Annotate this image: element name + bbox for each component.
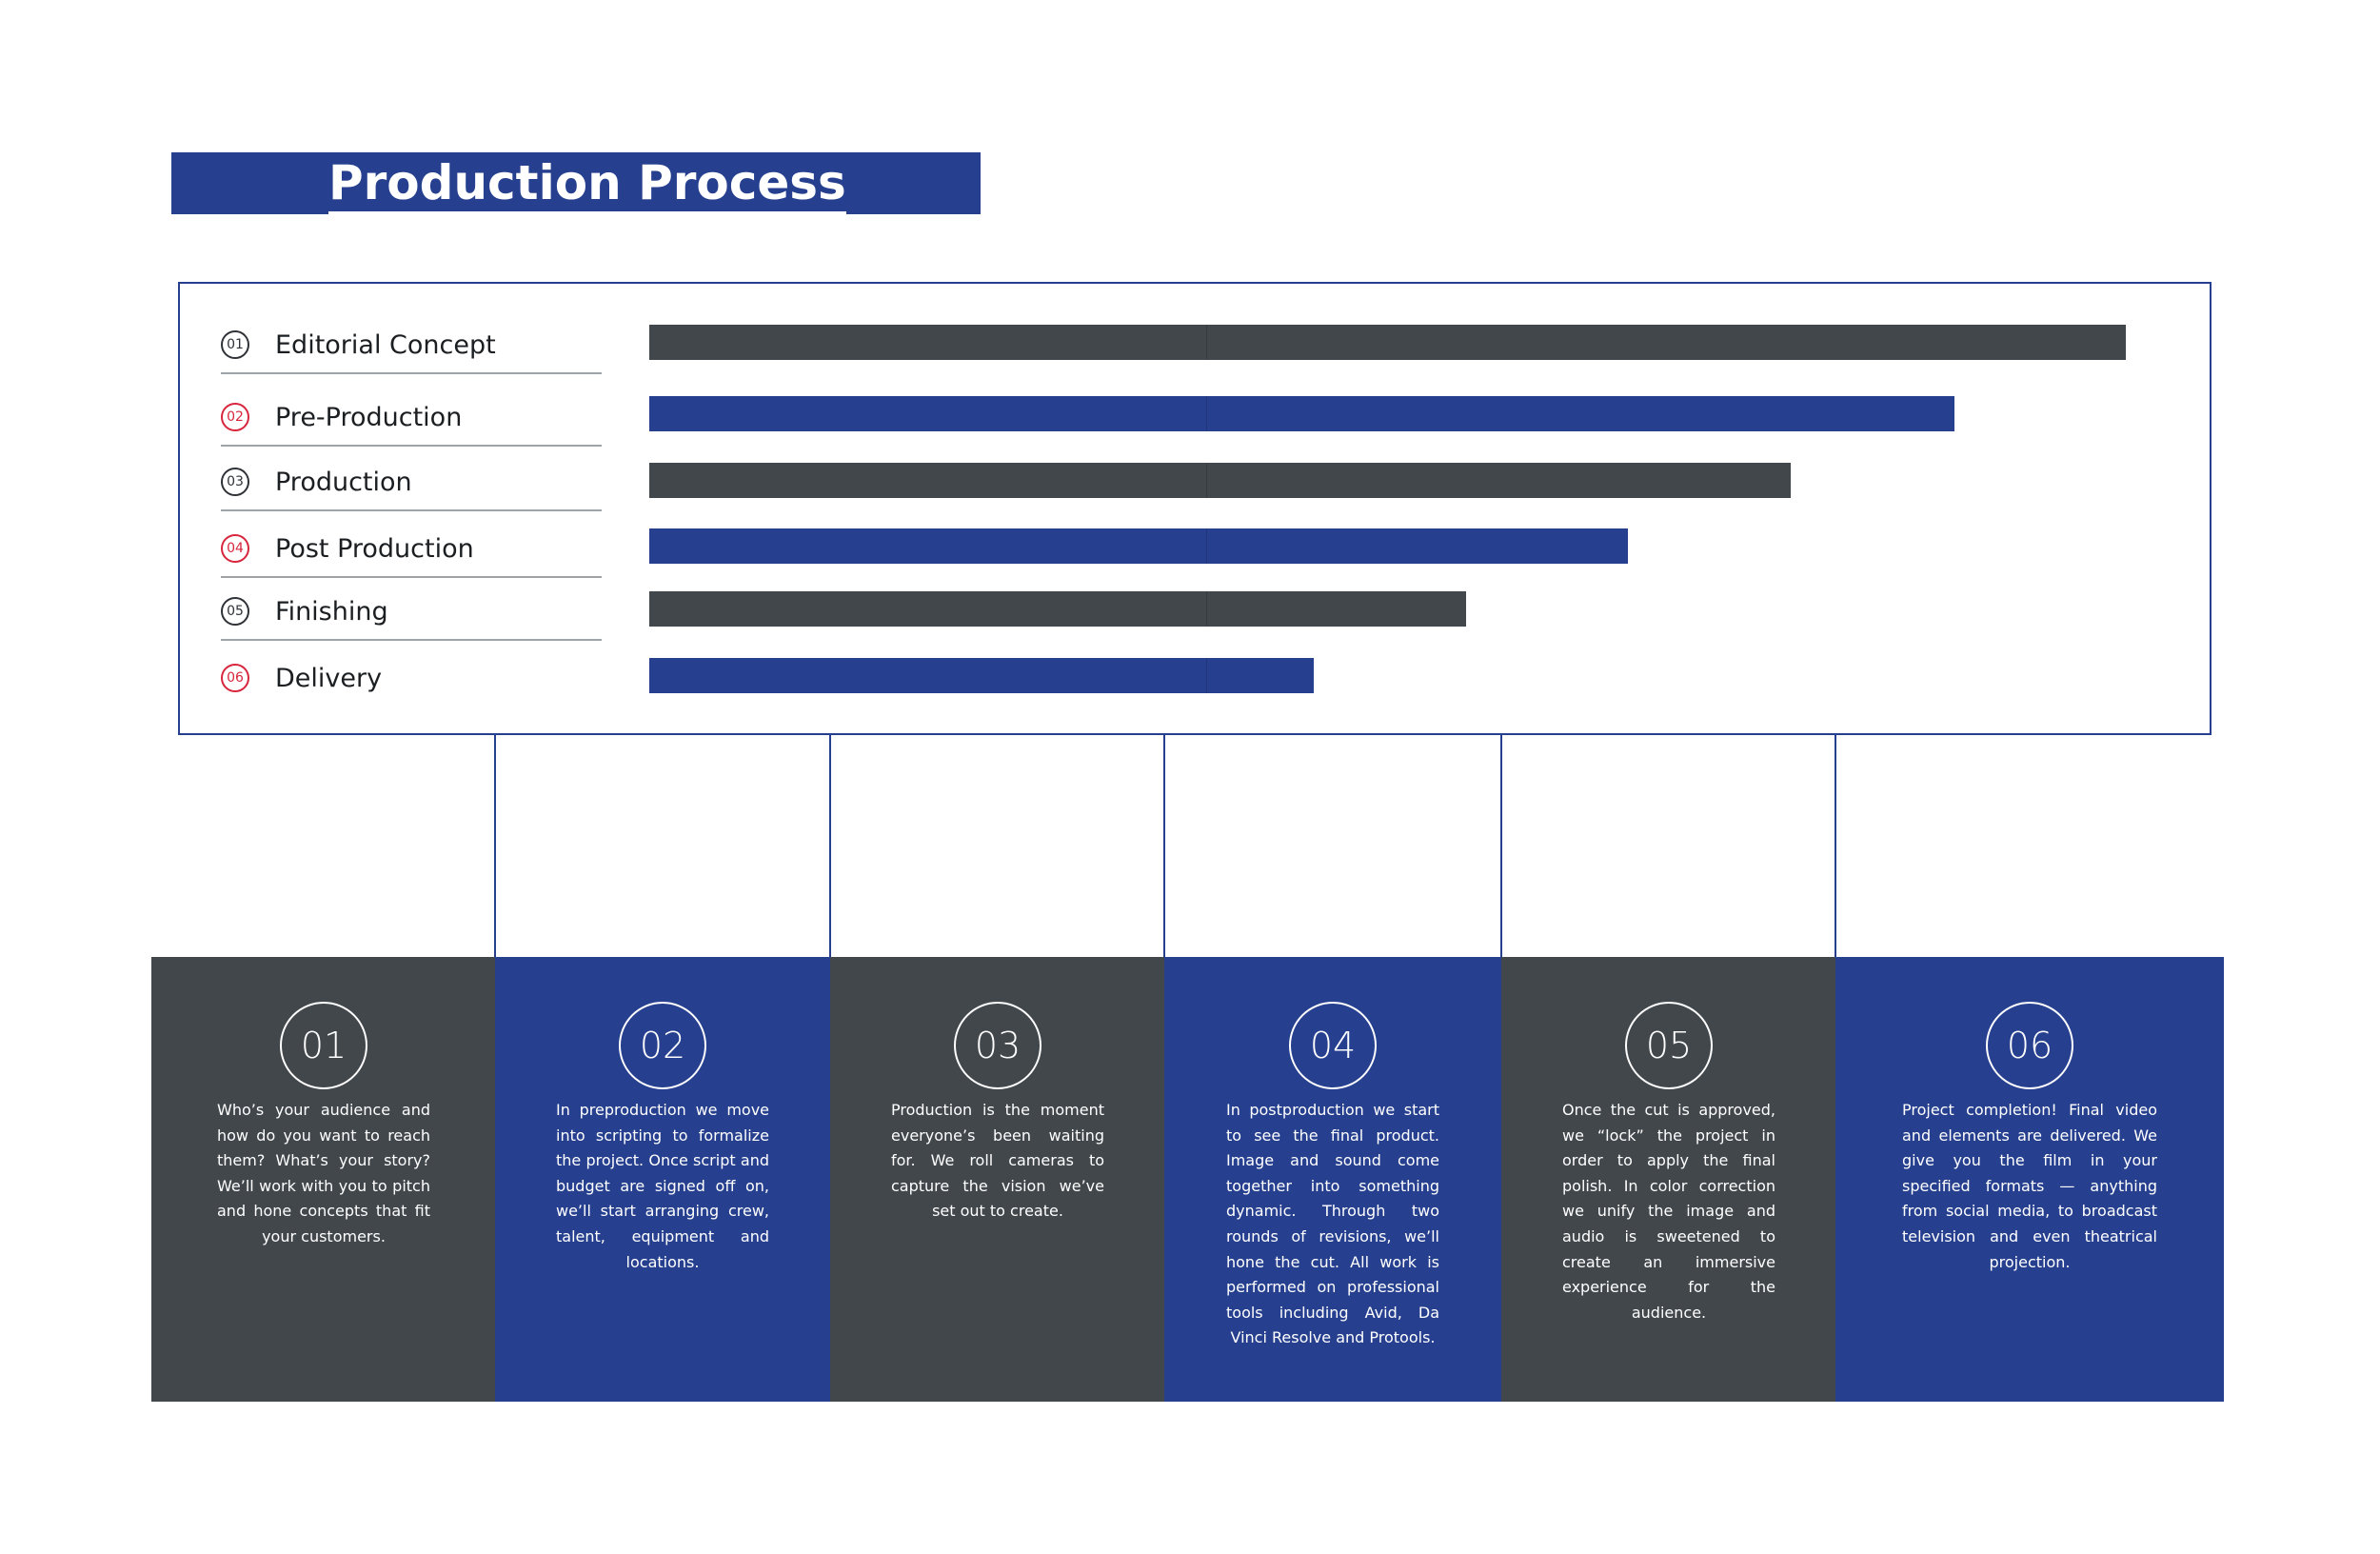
step-row: [221, 395, 602, 447]
step-panel-05: [1501, 957, 1835, 1402]
panel-description: In postproduction we start to see the final product. Image and sound come together into something dynamic. Through two rounds of revisions, we’ll hone the cut. All work is performed on professional tools including Avid, Da Vinci Resolve and Protools.: [1226, 1101, 1439, 1347]
bar-01: [649, 325, 2126, 360]
step-row: [221, 656, 602, 707]
panel-number-circle: 01: [280, 1002, 367, 1089]
step-row: [221, 460, 602, 511]
step-divider: [221, 372, 602, 374]
panel-number-circle: 06: [1986, 1002, 2073, 1089]
step-number-badge: 01: [221, 330, 249, 359]
bar-06: [649, 658, 1314, 693]
step-label: Editorial Concept: [275, 330, 496, 360]
bar-seam: [1206, 658, 1207, 693]
title-banner: [171, 152, 981, 214]
page-title: Production Process: [328, 154, 846, 214]
bar-05: [649, 591, 1466, 627]
step-divider: [221, 445, 602, 447]
step-number-badge: 06: [221, 664, 249, 692]
panel-description: Project completion! Final video and elements are delivered. We give you the film in your specified formats — anything from social media, to broadcast television and even theatrical projection.: [1902, 1101, 2157, 1271]
bar-seam: [1206, 463, 1207, 498]
step-panel-04: [1164, 957, 1501, 1402]
bar-seam: [1206, 528, 1207, 564]
step-label: Production: [275, 468, 412, 497]
step-label: Delivery: [275, 664, 383, 693]
step-panel-06: [1835, 957, 2224, 1402]
step-row: [221, 323, 602, 374]
step-divider: [221, 509, 602, 511]
step-divider: [221, 639, 602, 641]
step-number-badge: 03: [221, 468, 249, 496]
panel-description: In preproduction we move into scripting to formalize the project. Once script and budget are signed off on, we’ll start arranging crew, talent, equipment and locations.: [556, 1101, 769, 1271]
panel-number-circle: 04: [1289, 1002, 1377, 1089]
step-label: Pre-Production: [275, 403, 463, 432]
step-row: [221, 589, 602, 641]
step-panel-02: [495, 957, 830, 1402]
bar-seam: [1206, 396, 1207, 431]
step-panel-01: [151, 957, 495, 1402]
panel-description: Production is the moment everyone’s been waiting for. We roll cameras to capture the vision we’ve set out to create.: [891, 1101, 1104, 1221]
step-number-badge: 02: [221, 403, 249, 431]
step-number-badge: 05: [221, 597, 249, 626]
bar-02: [649, 396, 1954, 431]
panel-number-circle: 03: [954, 1002, 1041, 1089]
panel-description: Who’s your audience and how do you want to reach them? What’s your story? We’ll work with you to pitch and hone concepts that fit your customers.: [217, 1101, 430, 1245]
bar-seam: [1206, 591, 1207, 627]
step-number-badge: 04: [221, 534, 249, 563]
step-label: Finishing: [275, 597, 388, 627]
step-divider: [221, 576, 602, 578]
step-label: Post Production: [275, 534, 474, 564]
panel-number-circle: 05: [1625, 1002, 1713, 1089]
bar-seam: [1206, 325, 1207, 360]
step-panel-03: [830, 957, 1164, 1402]
bar-03: [649, 463, 1791, 498]
step-row: [221, 527, 602, 578]
bar-04: [649, 528, 1628, 564]
panel-description: Once the cut is approved, we “lock” the project in order to apply the final polish. In color correction we unify the image and audio is sweetened to create an immersive experience for the audience.: [1562, 1101, 1775, 1322]
panel-number-circle: 02: [619, 1002, 706, 1089]
